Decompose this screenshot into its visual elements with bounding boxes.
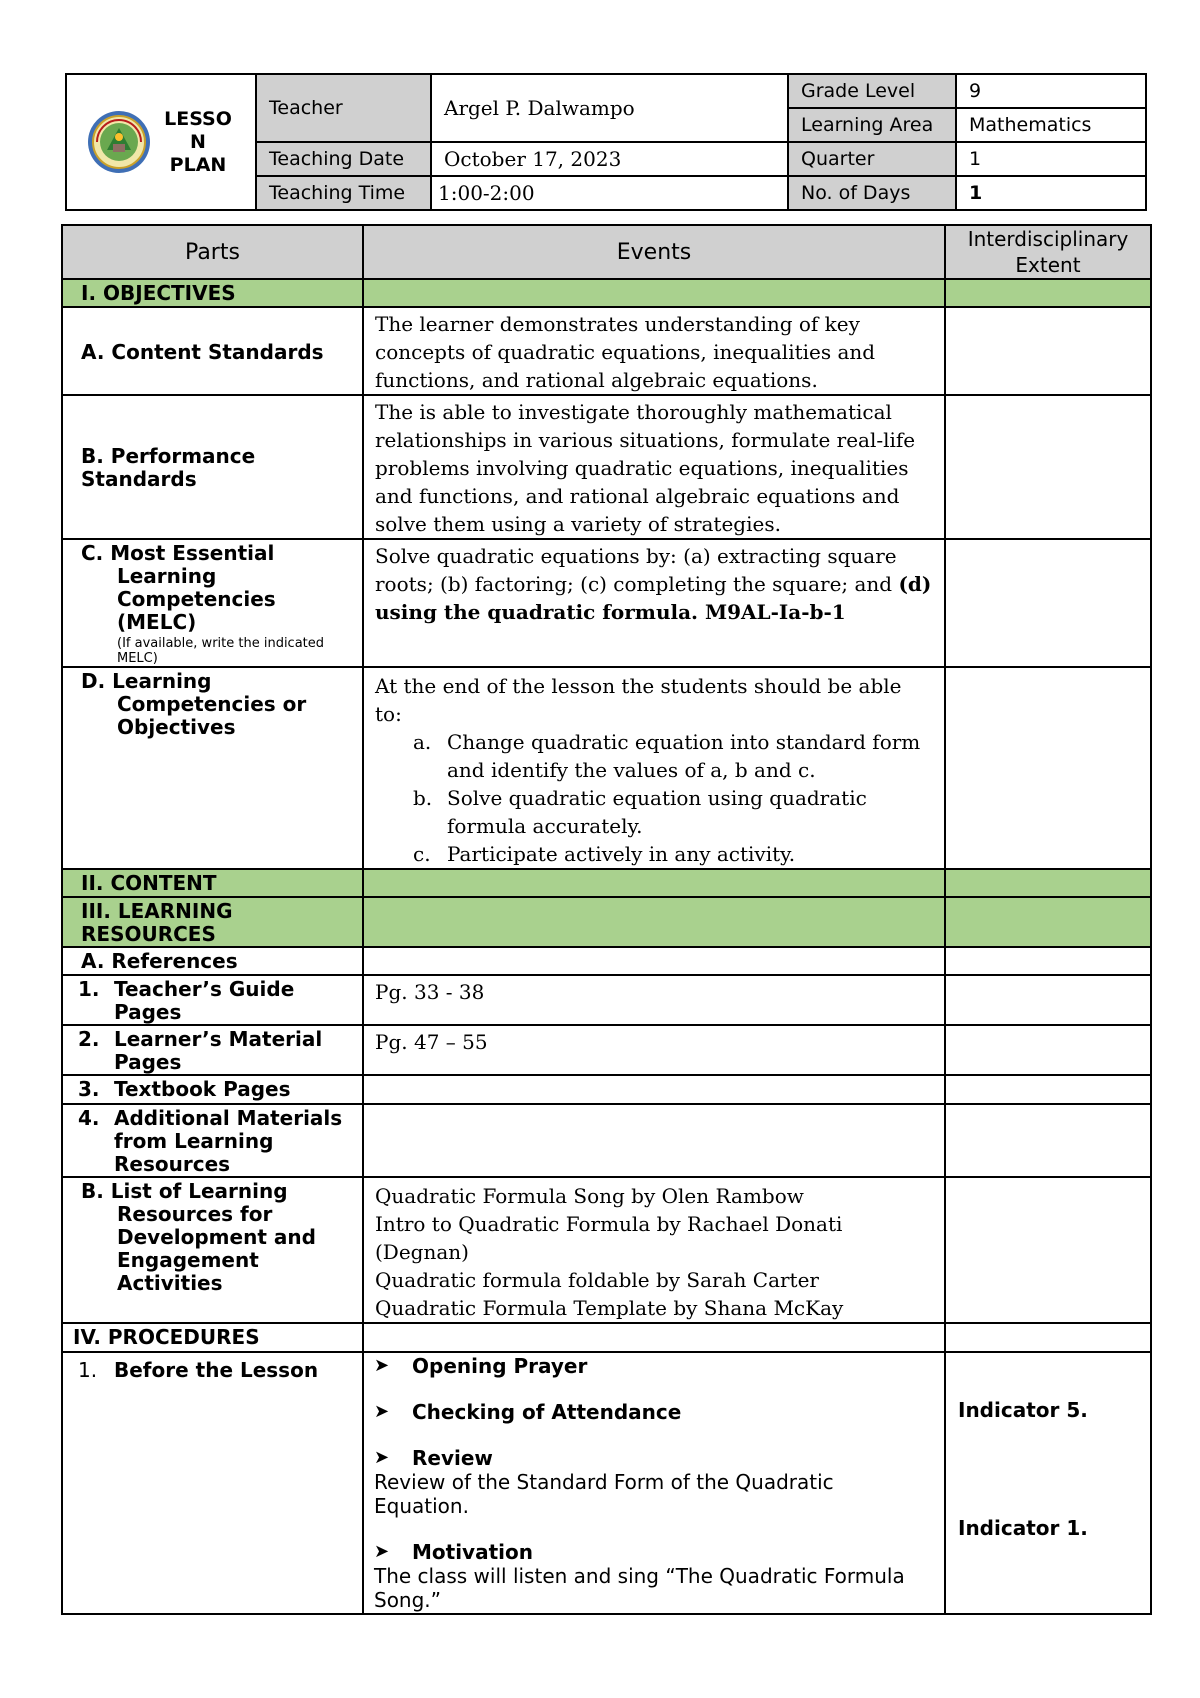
lesson-table (61, 224, 1152, 1615)
teaching-time-value: 1:00-2:00 (431, 176, 788, 210)
learning-area-value: Mathematics (956, 108, 1146, 142)
school-seal-logo (87, 110, 151, 174)
resource-item: Intro to Quadratic Formula by Rachael Donati (Degnan) (375, 1212, 843, 1264)
content-heading: II. CONTENT (62, 869, 363, 897)
content-standards-text: The learner demonstrates understanding of key concepts of quadratic equations, inequalities and functions, and rational algebraic equations. (363, 307, 945, 395)
quarter-label: Quarter (788, 142, 956, 176)
indicator-1: Indicator 1. (958, 1516, 1088, 1540)
motivation-heading: Motivation (412, 1540, 533, 1564)
content-standards-label: A. Content Standards (62, 307, 363, 395)
parts-column-header: Parts (62, 225, 363, 279)
days-label: No. of Days (788, 176, 956, 210)
motivation-text: The class will listen and sing “The Quadratic Formula Song.” (374, 1564, 905, 1612)
objective-item: c. Participate actively in any activity. (413, 842, 796, 866)
objective-item: b. Solve quadratic equation using quadratic formula accurately. (413, 786, 867, 838)
teaching-date-value: October 17, 2023 (431, 142, 788, 176)
learning-resources-list (363, 1177, 945, 1323)
teaching-date-label: Teaching Date (256, 142, 431, 176)
learning-resources-list-label: B. List of Learning Resources for Development and Engagement Activities (62, 1177, 363, 1323)
quarter-value: 1 (956, 142, 1146, 176)
extent-column-header: Interdisciplinary Extent (945, 225, 1151, 279)
resource-item: Quadratic formula foldable by Sarah Carter (375, 1268, 819, 1292)
textbook-pages-label: 3. Textbook Pages (62, 1075, 363, 1104)
logo-cell (66, 74, 256, 210)
indicator-5: Indicator 5. (958, 1398, 1088, 1422)
events-column-header: Events (363, 225, 945, 279)
learning-competencies-text: At the end of the lesson the students should be able to: a. Change quadratic equation into standard form and identify the values of a, b and c. b. Solve quadratic equation using quadratic formula accurately. c. Participate actively in any activity. (363, 667, 945, 869)
before-lesson-events (363, 1352, 945, 1614)
arrow-bullet-icon: ➤ (374, 1447, 390, 1468)
header-table (65, 73, 1147, 211)
review-heading: Review (412, 1446, 493, 1470)
review-text: Review of the Standard Form of the Quadratic Equation. (374, 1470, 834, 1518)
arrow-bullet-icon: ➤ (374, 1355, 390, 1376)
teachers-guide-pages: Pg. 33 - 38 (363, 975, 945, 1025)
melc-label: C. Most Essential Learning Competencies (MELC) (If available, write the indicated MELC) (62, 539, 363, 667)
melc-text: Solve quadratic equations by: (a) extracting square roots; (b) factoring; (c) completing the square; and (d) using the quadratic formula. M9AL-Ia-b-1 (363, 539, 945, 667)
arrow-bullet-icon: ➤ (374, 1401, 390, 1422)
objective-item: a. Change quadratic equation into standard form and identify the values of a, b and c. (413, 730, 921, 782)
performance-standards-label: B. Performance Standards (62, 395, 363, 539)
objectives-heading: I. OBJECTIVES (62, 279, 363, 307)
grade-level-label: Grade Level (788, 74, 956, 108)
grade-level-value: 9 (956, 74, 1146, 108)
arrow-bullet-icon: ➤ (374, 1541, 390, 1562)
resource-item: Quadratic Formula Template by Shana McKay (375, 1296, 844, 1320)
teachers-guide-label: 1. Teacher’s Guide Pages (62, 975, 363, 1025)
references-label: A. References (62, 947, 363, 975)
performance-standards-text: The is able to investigate thoroughly mathematical relationships in various situations, formulate real-life problems involving quadratic equations, inequalities and functions, and rational algebraic equations and solve them using a variety of strategies. (363, 395, 945, 539)
teacher-label: Teacher (256, 74, 431, 142)
teaching-time-label: Teaching Time (256, 176, 431, 210)
learning-area-label: Learning Area (788, 108, 956, 142)
learners-material-label: 2. Learner’s Material Pages (62, 1025, 363, 1075)
before-lesson-label: 1. Before the Lesson (62, 1352, 363, 1614)
teacher-value: Argel P. Dalwampo (431, 74, 788, 142)
additional-materials-label: 4. Additional Materials from Learning Resources (62, 1104, 363, 1177)
melc-note: (If available, write the indicated MELC) (117, 636, 325, 666)
learning-competencies-label: D. Learning Competencies or Objectives (62, 667, 363, 869)
before-lesson-indicators (945, 1352, 1151, 1614)
procedures-heading: IV. PROCEDURES (62, 1323, 363, 1352)
learners-material-pages: Pg. 47 – 55 (363, 1025, 945, 1075)
checking-attendance: Checking of Attendance (412, 1400, 682, 1424)
days-value: 1 (956, 176, 1146, 210)
learning-resources-heading: III. LEARNING RESOURCES (62, 897, 363, 947)
resource-item: Quadratic Formula Song by Olen Rambow (375, 1184, 804, 1208)
lesson-plan-title: LESSO N PLAN (164, 107, 232, 176)
opening-prayer: Opening Prayer (412, 1354, 588, 1378)
